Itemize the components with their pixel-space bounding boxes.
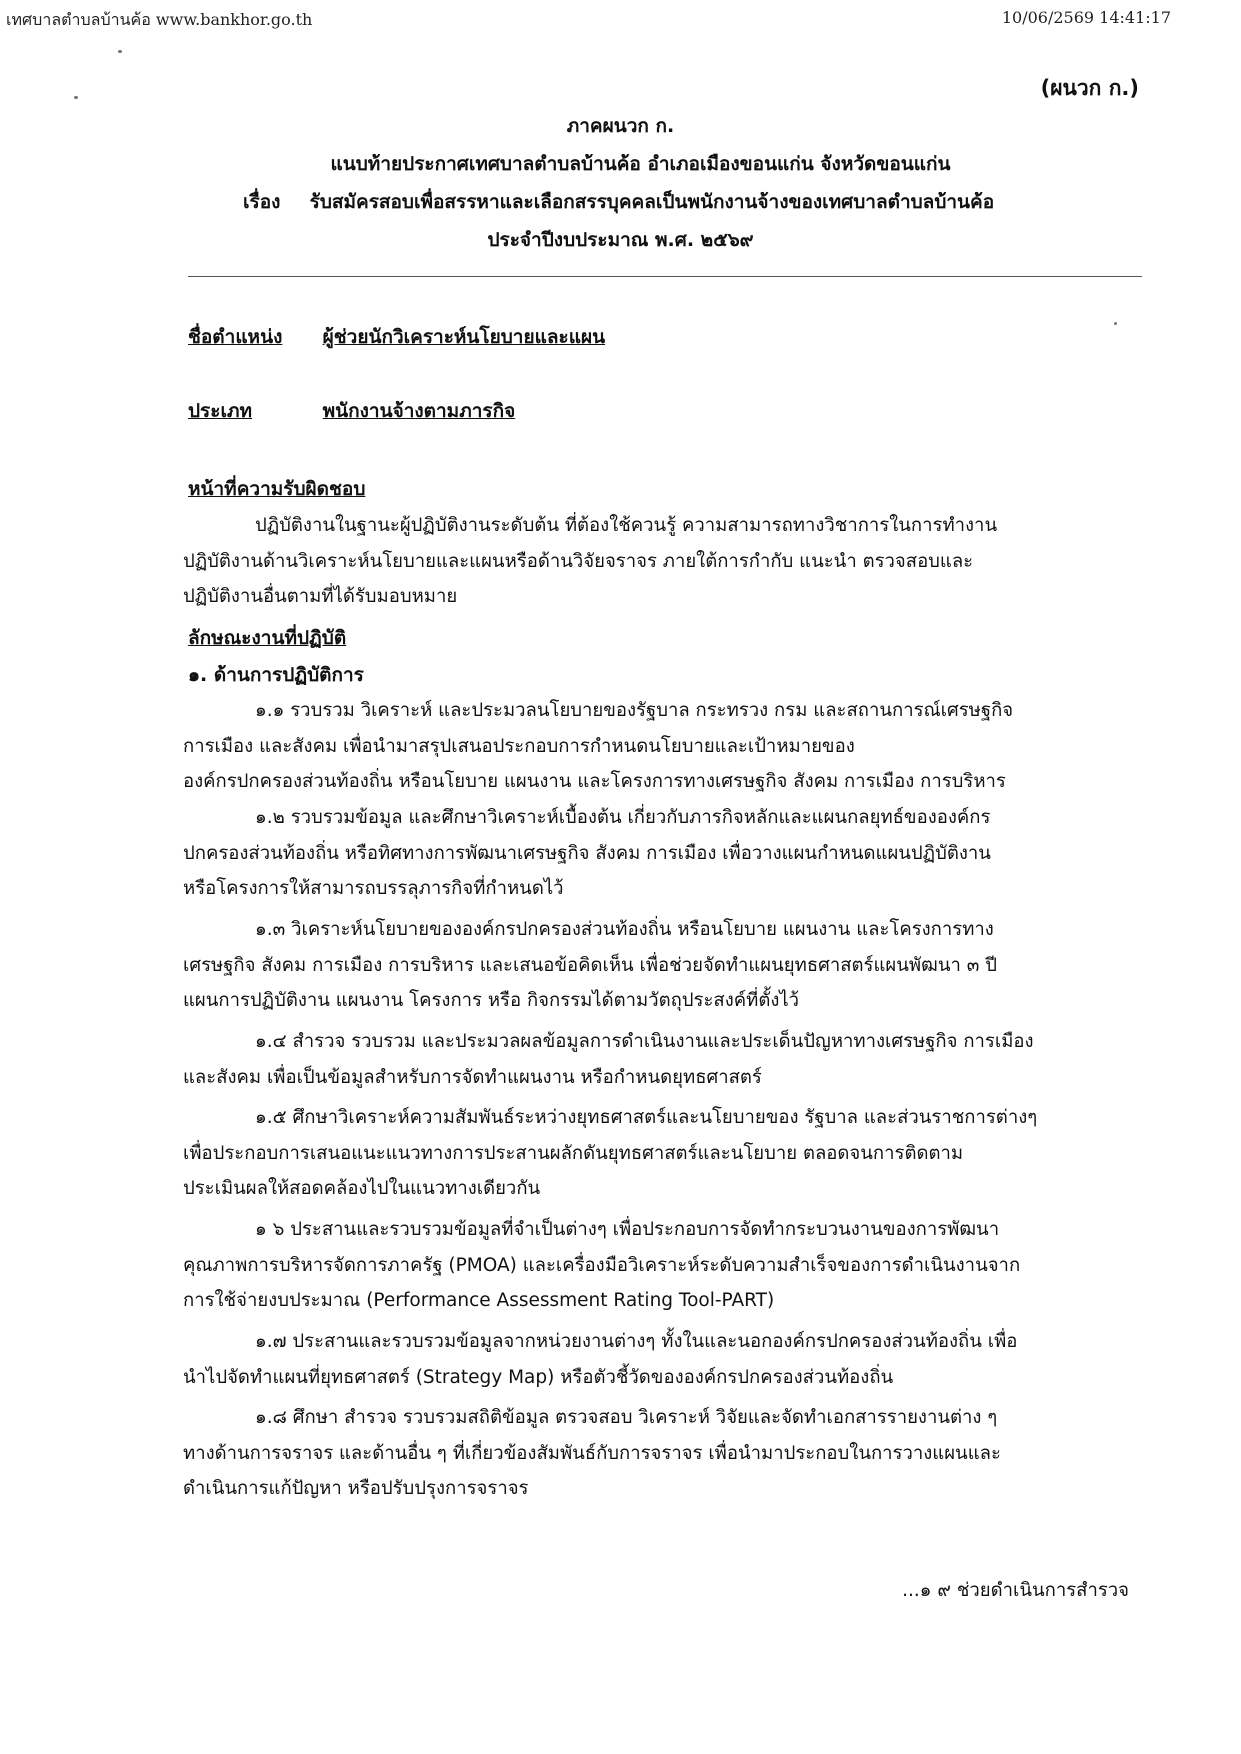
work-item-2	[183, 800, 1135, 907]
duties-line: ปฏิบัติงานในฐานะผู้ปฏิบัติงานระดับต้น ที่ต้องใช้ควนรู้ ความสามารถทางวิชาการในการทำงาน	[255, 515, 998, 536]
item-line: แผนการปฏิบัติงาน แผนงาน โครงการ หรือ กิจกรรมได้ตามวัตถุประสงค์ที่ตั้งไว้	[183, 990, 800, 1011]
item-line: ประเมินผลให้สอดคล้องไปในแนวทางเดียวกัน	[183, 1178, 541, 1199]
work-item-7	[183, 1324, 1135, 1395]
item-line: นำไปจัดทำแผนที่ยุทธศาสตร์ (Strategy Map) หรือตัวชี้วัดขององค์กรปกครองส่วนท้องถิ่น	[183, 1366, 894, 1388]
title-line-2: แนบท้ายประกาศเทศบาลตำบลบ้านค้อ อำเภอเมืองขอนแก่น จังหวัดขอนแก่น	[330, 153, 951, 175]
position-field	[188, 322, 605, 352]
item-line: ดำเนินการแก้ปัญหา หรือปรับปรุงการจราจร	[183, 1478, 529, 1499]
subject-text: รับสมัครสอบเพื่อสรรหาและเลือกสรรบุคคลเป็นพนักงานจ้างของเทศบาลตำบลบ้านค้อ	[309, 191, 995, 213]
item-line: การใช้จ่ายงบประมาณ (Performance Assessment Rating Tool-PART)	[183, 1290, 775, 1311]
scan-speck	[74, 96, 78, 99]
title-line-1: ภาคผนวก ก.	[566, 115, 675, 137]
item-line: เศรษฐกิจ สังคม การเมือง การบริหาร และเสนอข้อคิดเห็น เพื่อช่วยจัดทำแผนยุทธศาสตร์แผนพัฒนา ๓ ปี	[183, 954, 997, 976]
duties-paragraph	[183, 508, 1135, 615]
item-line: คุณภาพการบริหารจัดการภาครัฐ (PMOA) และเครื่องมือวิเคราะห์ระดับความสำเร็จของการดำเนินงานจาก	[183, 1254, 1021, 1276]
subject-label: เรื่อง	[243, 191, 281, 213]
item-line: ๑.๑ รวบรวม วิเคราะห์ และประมวลนโยบายของรัฐบาล กระทรวง กรม และสถานการณ์เศรษฐกิจ	[255, 700, 1014, 721]
position-label: ชื่อตำแหน่ง	[188, 326, 283, 348]
item-line: และสังคม เพื่อเป็นข้อมูลสำหรับการจัดทำแผนงาน หรือกำหนดยุทธศาสตร์	[183, 1066, 762, 1088]
item-line: ๑ ๖ ประสานและรวบรวมข้อมูลที่จำเป็นต่างๆ เพื่อประกอบการจัดทำกระบวนงานของการพัฒนา	[255, 1219, 1000, 1240]
item-line: ทางด้านการจราจร และด้านอื่น ๆ ที่เกี่ยวข้องสัมพันธ์กับการจราจร เพื่อนำมาประกอบในการวางแผนและ	[183, 1442, 1001, 1464]
duties-heading: หน้าที่ความรับผิดชอบ	[188, 478, 366, 500]
work-section: ๑. ด้านการปฏิบัติการ	[188, 664, 364, 686]
title-subject	[243, 184, 994, 220]
work-item-4	[183, 1024, 1135, 1095]
work-heading: ลักษณะงานที่ปฏิบัติ	[188, 627, 347, 649]
work-item-6	[183, 1212, 1135, 1319]
type-field	[188, 396, 515, 426]
scan-speck	[1114, 322, 1117, 325]
duties-line: ปฏิบัติงานด้านวิเคราะห์นโยบายและแผนหรือด้านวิจัยจราจร ภายใต้การกำกับ แนะนำ ตรวจสอบและ	[183, 550, 974, 572]
position-value: ผู้ช่วยนักวิเคราะห์นโยบายและแผน	[322, 326, 606, 348]
header-timestamp: 10/06/2569 14:41:17	[1001, 8, 1171, 27]
work-item-3	[183, 912, 1135, 1019]
work-item-1	[183, 693, 1135, 800]
item-line: ๑.๘ ศึกษา สำรวจ รวบรวมสถิติข้อมูล ตรวจสอบ วิเคราะห์ วิจัยและจัดทำเอกสารรายงานต่าง ๆ	[255, 1407, 998, 1428]
item-line: ๑.๗ ประสานและรวบรวมข้อมูลจากหน่วยงานต่างๆ ทั้งในและนอกองค์กรปกครองส่วนท้องถิ่น เพื่อ	[255, 1331, 1018, 1352]
work-item-5	[183, 1100, 1135, 1207]
item-line: การเมือง และสังคม เพื่อนำมาสรุปเสนอประกอบการกำหนดนโยบายและเป้าหมายของ	[183, 735, 855, 757]
title-line-4: ประจำปีงบประมาณ พ.ศ. ๒๕๖๙	[487, 229, 754, 251]
work-item-8	[183, 1400, 1135, 1507]
item-line: ๑.๓ วิเคราะห์นโยบายขององค์กรปกครองส่วนท้องถิ่น หรือนโยบาย แผนงาน และโครงการทาง	[255, 919, 994, 940]
divider	[188, 276, 1142, 277]
scan-speck	[118, 50, 122, 53]
item-line: ปกครองส่วนท้องถิ่น หรือทิศทางการพัฒนาเศรษฐกิจ สังคม การเมือง เพื่อวางแผนกำหนดแผนปฏิบัติงาน	[183, 842, 991, 864]
item-line: เพื่อประกอบการเสนอแนะแนวทางการประสานผลักดันยุทธศาสตร์และนโยบาย ตลอดจนการติดตาม	[183, 1142, 964, 1164]
duties-line: ปฏิบัติงานอื่นตามที่ได้รับมอบหมาย	[183, 586, 458, 607]
annex-tag: (ผนวก ก.)	[1040, 76, 1139, 100]
item-line: ๑.๒ รวบรวมข้อมูล และศึกษาวิเคราะห์เบื้องต้น เกี่ยวกับภารกิจหลักและแผนกลยุทธ์ขององค์กร	[255, 807, 991, 828]
header-site: เทศบาลตำบลบ้านค้อ www.bankhor.go.th	[6, 10, 313, 29]
item-line: ๑.๔ สำรวจ รวบรวม และประมวลผลข้อมูลการดำเนินงานและประเด็นปัญหาทางเศรษฐกิจ การเมือง	[255, 1031, 1034, 1052]
item-line: ๑.๕ ศึกษาวิเคราะห์ความสัมพันธ์ระหว่างยุทธศาสตร์และนโยบายของ รัฐบาล และส่วนราชการต่างๆ	[255, 1107, 1038, 1128]
type-value: พนักงานจ้างตามภารกิจ	[322, 400, 516, 422]
type-label: ประเภท	[188, 400, 253, 422]
continuation-note: ...๑ ๙ ช่วยดำเนินการสำรวจ	[902, 1580, 1129, 1601]
item-line: หรือโครงการให้สามารถบรรลุภารกิจที่กำหนดไว้	[183, 878, 564, 899]
item-line: องค์กรปกครองส่วนท้องถิ่น หรือนโยบาย แผนงาน และโครงการทางเศรษฐกิจ สังคม การเมือง การบริหาร	[183, 771, 1006, 792]
